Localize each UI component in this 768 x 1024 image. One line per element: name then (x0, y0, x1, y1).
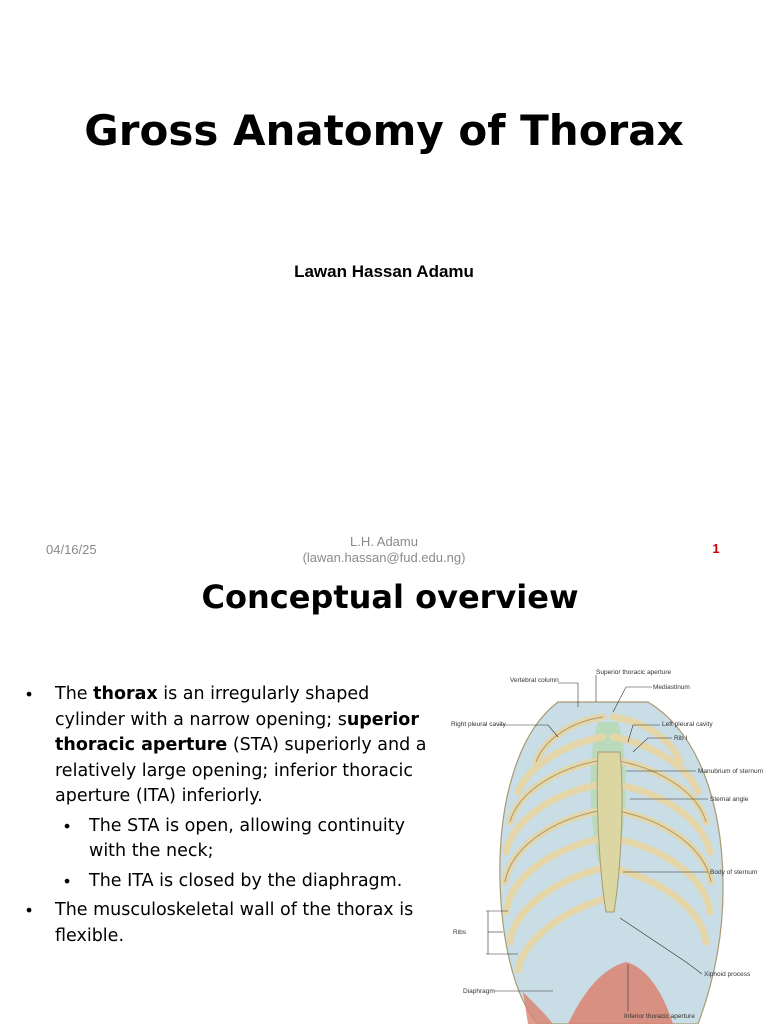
bullet-wall-flexible: • The musculoskeletal wall of the thorax is flexible. (24, 898, 444, 949)
label-vertebral-column: Vertebral column (510, 677, 559, 684)
sub-bullet-sta: • The STA is open, allowing continuity with the neck; (24, 814, 444, 865)
thorax-illustration (448, 662, 764, 1024)
footer-author-email: (lawan.hassan@fud.edu.ng) (302, 550, 466, 565)
author-name: Lawan Hassan Adamu (294, 262, 474, 281)
label-xiphoid-process: Xiphoid process (704, 971, 751, 978)
label-ribs: Ribs (453, 929, 467, 936)
footer-author-name: L.H. Adamu (350, 534, 418, 549)
bullet-text: (STA) superiorly and a relatively large opening; inferior thoracic aperture (ITA) inferiorly. (55, 735, 427, 806)
label-body-of-sternum: Body of sternum (710, 869, 758, 876)
label-right-pleural-cavity: Right pleural cavity (451, 721, 506, 728)
bullet-text: is an irregularly shaped cylinder with a narrow opening; s (55, 684, 370, 730)
label-manubrium: Manubrium of sternum (698, 768, 764, 775)
bullet-thorax-definition (24, 682, 444, 810)
label-sternal-angle: Sternal angle (710, 796, 749, 803)
slide-title: Conceptual overview (201, 578, 579, 616)
label-diaphragm: Diaphragm (463, 988, 495, 995)
label-superior-thoracic-aperture: Superior thoracic aperture (596, 669, 672, 676)
slide-title: Gross Anatomy of Thorax (84, 106, 684, 155)
label-rib-i: Rib I (674, 735, 688, 742)
sub-bullet-ita: • The ITA is closed by the diaphragm. (24, 869, 444, 895)
label-left-pleural-cavity: Left pleural cavity (662, 721, 713, 728)
bullet-list (24, 682, 444, 953)
slide-number: 1 (712, 541, 720, 556)
label-inferior-thoracic-aperture: Inferior thoracic aperture (624, 1013, 695, 1020)
bold-term-sta: uperior thoracic aperture (55, 709, 419, 755)
bullet-text: The (55, 684, 94, 704)
label-mediastinum: Mediastinum (653, 684, 690, 691)
footer-date: 04/16/25 (46, 542, 97, 557)
content-slide (0, 576, 768, 1024)
bold-term-thorax: thorax (93, 684, 158, 704)
footer-author (284, 534, 484, 566)
